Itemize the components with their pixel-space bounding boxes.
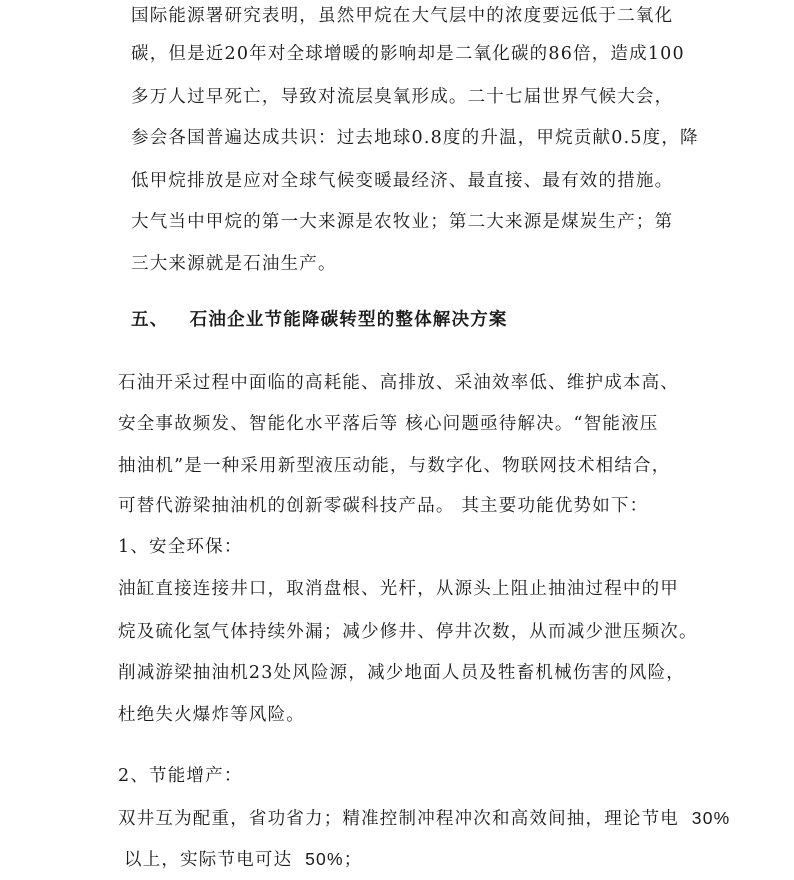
paragraph-line: 石油开采过程中面临的高耗能、高排放、采油效率低、维护成本高、: [118, 373, 679, 393]
paragraph-line: 三大来源就是石油生产。: [131, 254, 337, 274]
paragraph-line: 多万人过早死亡，导致对流层臭氧形成。二十七届世界气候大会，: [131, 87, 674, 107]
energy-line2-end: ；: [343, 850, 363, 870]
paragraph-line: 参会各国普遍达成共识：过去地球0.8度的升温，甲烷贡献0.5度，降: [131, 128, 699, 148]
paragraph-line: 削减游梁抽油机23处风险源，减少地面人员及牲畜机械伤害的风险，: [118, 663, 685, 683]
energy-line1-value: 30%: [691, 808, 731, 828]
paragraph-line: 碳，但是近20年对全球增暖的影响却是二氧化碳的86倍，造成100: [131, 44, 685, 64]
energy-line2-value: 50%: [305, 849, 344, 869]
paragraph-line: 安全事故频发、智能化水平落后等 核心问题亟待解决。“智能液压: [118, 414, 659, 434]
paragraph-line: 油缸直接连接井口，取消盘根、光杆，从源头上阻止抽油过程中的甲: [118, 579, 679, 599]
paragraph-line: 低甲烷排放是应对全球气候变暖最经济、最直接、最有效的措施。: [131, 171, 674, 191]
paragraph-line: [124, 846, 362, 871]
section-heading: [131, 306, 508, 331]
paragraph-line: 杜绝失火爆炸等风险。: [118, 705, 305, 725]
energy-line2-text: 以上，实际节电可达: [124, 850, 293, 870]
paragraph-line: 国际能源署研究表明，虽然甲烷在大气层中的浓度要远低于二氧化: [131, 6, 674, 26]
energy-line1-text: 双井互为配重，省功省力；精准控制冲程冲次和高效间抽，理论节电: [118, 809, 679, 829]
paragraph-line: 可替代游梁抽油机的创新零碳科技产品。 其主要功能优势如下：: [118, 496, 649, 516]
section-title: 石油企业节能降碳转型的整体解决方案: [189, 310, 508, 330]
item-title-safety: 1、安全环保：: [118, 537, 243, 557]
paragraph-line: 大气当中甲烷的第一大来源是农牧业；第二大来源是煤炭生产；第: [131, 212, 674, 232]
paragraph-line: 抽油机”是一种采用新型液压动能，与数字化、物联网技术相结合，: [118, 456, 671, 476]
item-title-energy: 2、节能增产：: [118, 766, 243, 786]
section-number: 五、: [131, 310, 169, 330]
paragraph-line: 烷及硫化氢气体持续外漏；减少修井、停井次数，从而减少泄压频次。: [118, 622, 698, 642]
paragraph-line: [118, 805, 730, 830]
